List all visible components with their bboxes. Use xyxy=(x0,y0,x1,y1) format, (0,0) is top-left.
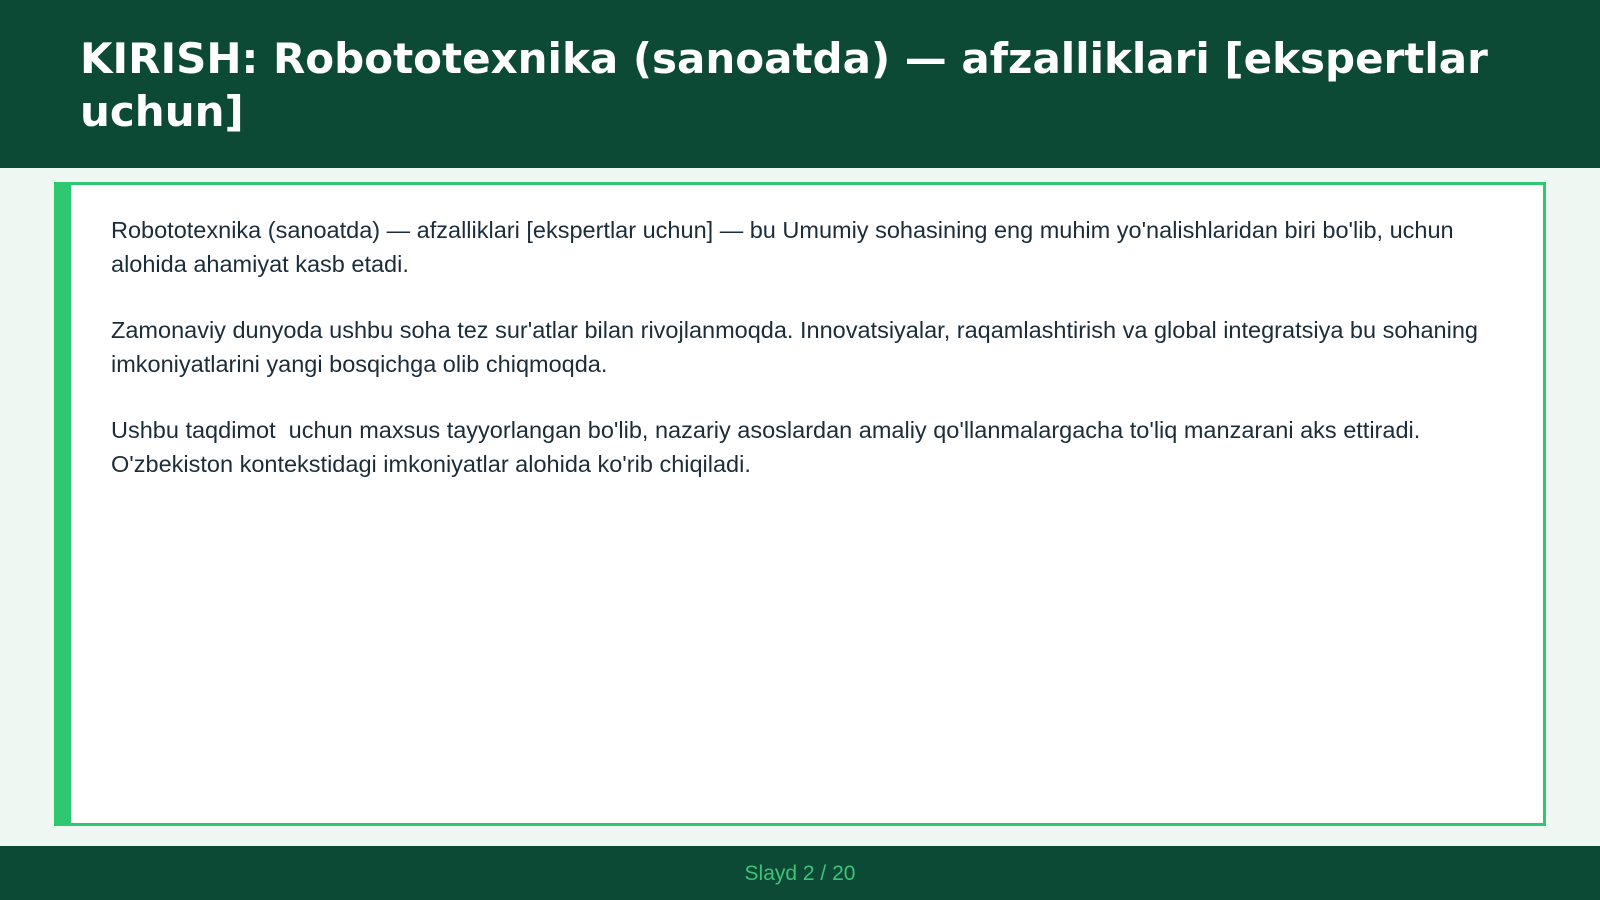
slide-title: KIRISH: Robototexnika (sanoatda) — afzalliklari [ekspertlar uchun] xyxy=(80,34,1488,136)
slide-counter: Slayd 2 / 20 xyxy=(744,862,856,885)
content-card xyxy=(54,182,1546,826)
paragraph-intro: Robototexnika (sanoatda) — afzalliklari [ekspertlar uchun] — bu Umumiy sohasining eng muhim yo'nalishlaridan biri bo'lib, uchun alohida ahamiyat kasb etadi. xyxy=(111,217,1461,277)
slide-header xyxy=(0,0,1600,168)
paragraph-presentation: Ushbu taqdimot uchun maxsus tayyorlangan bo'lib, nazariy asoslardan amaliy qo'llanmalargacha to'liq manzarani aks ettiradi. O'zbekiston kontekstidagi imkoniyatlar alohida ko'rib chiqiladi. xyxy=(111,417,1427,477)
slide-footer xyxy=(0,846,1600,900)
content-body xyxy=(111,213,1511,513)
paragraph-modern-world: Zamonaviy dunyoda ushbu soha tez sur'atlar bilan rivojlanmoqda. Innovatsiyalar, raqamlashtirish va global integratsiya bu sohaning imkoniyatlarini yangi bosqichga olib chiqmoqda. xyxy=(111,317,1485,377)
